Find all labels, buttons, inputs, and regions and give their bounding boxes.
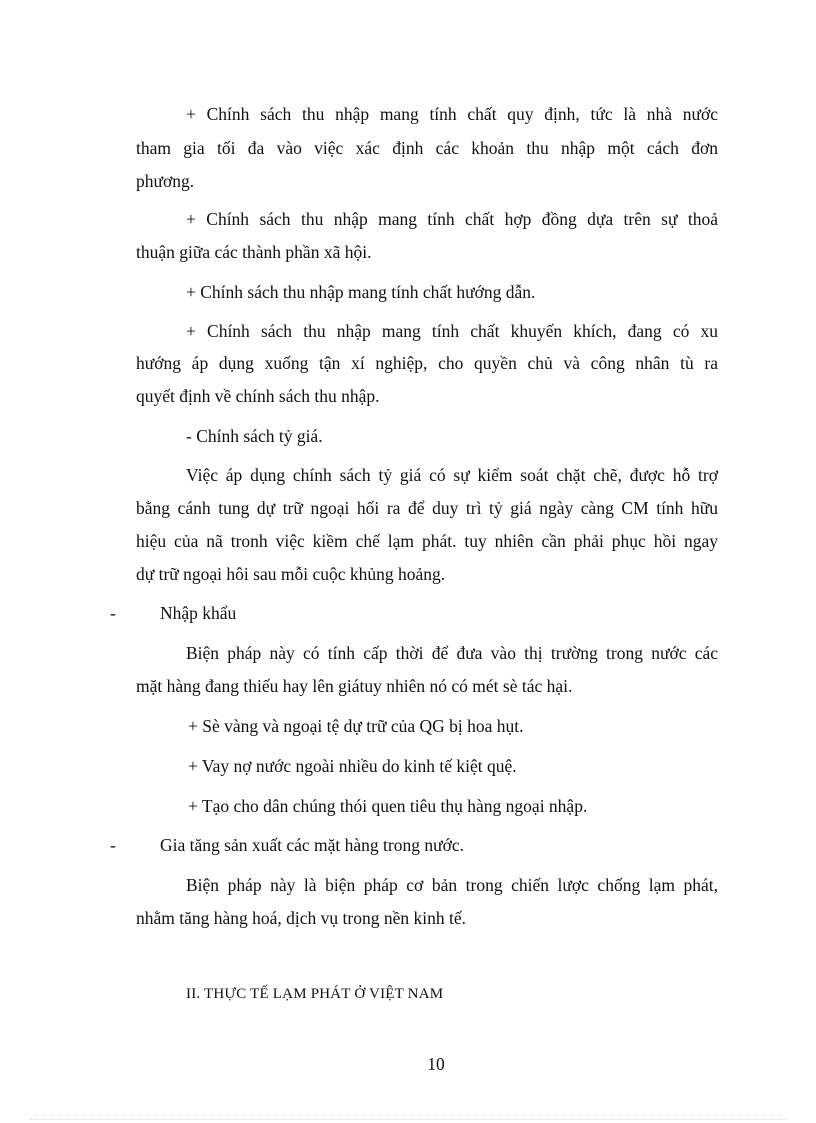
paragraph-line: mặt hàng đang thiếu hay lên giátuy nhiên nó có mét sè tác hại. — [136, 676, 573, 696]
paragraph-line: + Tạo cho dân chúng thói quen tiêu thụ hàng ngoại nhập. — [188, 796, 588, 816]
paragraph-line: + Vay nợ nước ngoài nhiều do kinh tế kiệt quệ. — [188, 756, 517, 776]
list-bullet-dash: - — [110, 835, 116, 855]
paragraph-line: hướng áp dụng xuống tận xí nghiệp, cho quyền chủ và công nhân tù ra — [136, 353, 718, 373]
paragraph-line: Biện pháp này có tính cấp thời để đưa vào thị trường trong nước các — [186, 643, 718, 663]
list-item-heading: Gia tăng sản xuất các mặt hàng trong nước. — [160, 835, 464, 855]
paragraph-line: dự trữ ngoại hôi sau mỗi cuộc khủng hoảng. — [136, 564, 446, 584]
paragraph-line: - Chính sách tỷ giá. — [186, 426, 323, 446]
paragraph-line: hiệu của nã tronh việc kiềm chế lạm phát. tuy nhiên cần phải phục hồi ngay — [136, 531, 718, 551]
paragraph-line: nhằm tăng hàng hoá, dịch vụ trong nền kinh tế. — [136, 908, 466, 928]
page-bottom-divider — [30, 1119, 786, 1120]
paragraph-line: tham gia tối đa vào việc xác định các khoản thu nhập một cách đơn — [136, 138, 718, 158]
paragraph-line: + Chính sách thu nhập mang tính chất khuyến khích, đang có xu — [186, 321, 718, 341]
paragraph-line: quyết định về chính sách thu nhập. — [136, 386, 380, 406]
list-item-heading: Nhập khẩu — [160, 603, 237, 623]
paragraph-line: bằng cánh tung dự trữ ngoại hối ra để duy trì tỷ giá ngày càng CM tính hữu — [136, 498, 718, 518]
paragraph-line: + Chính sách thu nhập mang tính chất hướng dẫn. — [186, 282, 536, 302]
paragraph-line: + Chính sách thu nhập mang tính chất hợp đồng dựa trên sự thoả — [186, 209, 718, 229]
list-bullet-dash: - — [110, 603, 116, 623]
paragraph-line: + Chính sách thu nhập mang tính chất quy định, tức là nhà nước — [186, 104, 718, 124]
paragraph-line: Việc áp dụng chính sách tỷ giá có sự kiểm soát chặt chẽ, được hỗ trợ — [186, 465, 718, 485]
paragraph-line: thuận giữa các thành phần xã hội. — [136, 242, 372, 262]
paragraph-line: + Sè vàng và ngoại tệ dự trữ của QG bị hoa hụt. — [188, 716, 524, 736]
section-heading: II. THỰC TẾ LẠM PHÁT Ở VIỆT NAM — [186, 986, 444, 1002]
paragraph-line: Biện pháp này là biện pháp cơ bản trong chiến lược chống lạm phát, — [186, 875, 718, 895]
page-number: 10 — [427, 1054, 445, 1074]
paragraph-line: phương. — [136, 171, 195, 191]
